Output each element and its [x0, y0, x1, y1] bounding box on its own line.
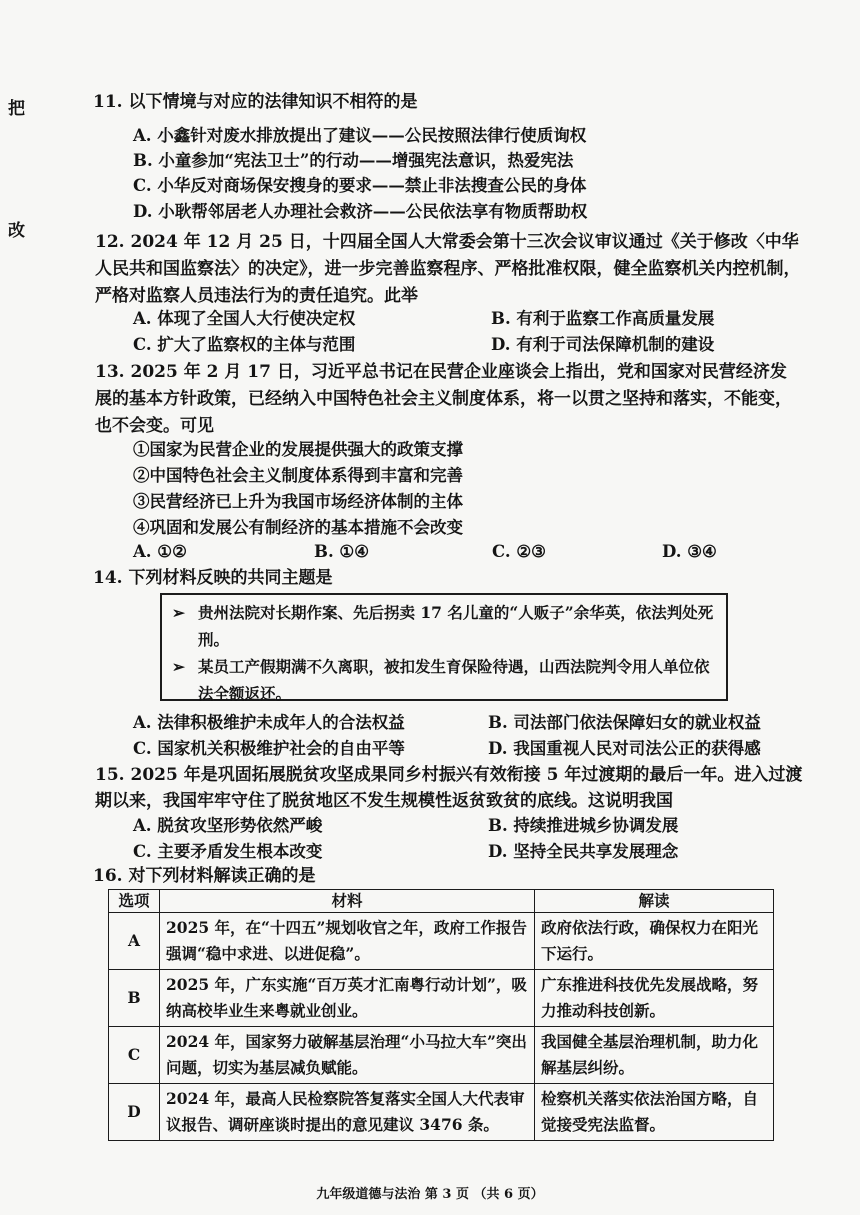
q13-statement-4: ④巩固和发展公有制经济的基本措施不会改变 — [133, 518, 463, 537]
table-cell-option: B — [109, 970, 160, 1027]
table-cell-material: 2025 年，广东实施“百万英才汇南粤行动计划”，吸纳高校毕业生来粤就业创业。 — [160, 970, 535, 1027]
q14-material-item-1 — [172, 599, 718, 653]
table-row — [109, 970, 774, 1027]
q12-option-b: B. 有利于监察工作高质量发展 — [491, 309, 715, 328]
margin-char-gai: 改 — [8, 221, 25, 241]
table-cell-material: 2024 年，国家努力破解基层治理“小马拉大车”突出问题，切实为基层减负赋能。 — [160, 1027, 535, 1084]
question-14-stem: 14. 下列材料反映的共同主题是 — [93, 568, 333, 588]
table-cell-material: 2025 年，在“十四五”规划收官之年，政府工作报告强调“稳中求进、以进促稳”。 — [160, 913, 535, 970]
q11-option-d: D. 小耿帮邻居老人办理社会救济——公民依法享有物质帮助权 — [133, 202, 588, 221]
q14-option-c: C. 国家机关积极维护社会的自由平等 — [133, 739, 405, 758]
table-row — [109, 913, 774, 970]
question-12-stem: 12. 2024 年 12 月 25 日，十四届全国人大常委会第十三次会议审议通过《关于修改〈中华人民共和国监察法〉的决定》，进一步完善监察程序、严格批准权限，健全监察机关内控机制，严格对监察人员违法行为的责任追究。此举 — [95, 232, 801, 306]
table-header-reading: 解读 — [535, 890, 774, 913]
arrow-bullet-icon: ➢ — [172, 603, 185, 622]
q14-option-a: A. 法律积极维护未成年人的合法权益 — [133, 713, 405, 732]
q14-material-item-2 — [172, 653, 718, 707]
q13-option-b: B. ①④ — [314, 542, 370, 561]
question-16-stem: 16. 对下列材料解读正确的是 — [93, 866, 316, 886]
q16-table — [108, 889, 774, 1141]
table-header-material: 材料 — [160, 890, 535, 913]
q13-statement-2: ②中国特色社会主义制度体系得到丰富和完善 — [133, 466, 463, 485]
q15-option-c: C. 主要矛盾发生根本改变 — [133, 842, 323, 861]
table-header-row — [109, 890, 774, 913]
q14-material-text-2: 某员工产假期满不久离职，被扣发生育保险待遇，山西法院判令用人单位依法全额返还。 — [198, 657, 710, 703]
q13-statement-3: ③民营经济已上升为我国市场经济体制的主体 — [133, 492, 463, 511]
q15-option-b: B. 持续推进城乡协调发展 — [488, 816, 679, 835]
table-cell-material: 2024 年，最高人民检察院答复落实全国人大代表审议报告、调研座谈时提出的意见建议 3476 条。 — [160, 1084, 535, 1141]
q13-option-d: D. ③④ — [662, 542, 717, 561]
question-13-stem: 13. 2025 年 2 月 17 日，习近平总书记在民营企业座谈会上指出，党和国家对民营经济发展的基本方针政策，已经纳入中国特色社会主义制度体系，将一以贯之坚持和落实，不能变，也不会变。可见 — [95, 362, 792, 436]
table-cell-reading: 我国健全基层治理机制，助力化解基层纠纷。 — [535, 1027, 774, 1084]
q14-material-box — [160, 593, 728, 701]
q11-option-c: C. 小华反对商场保安搜身的要求——禁止非法搜查公民的身体 — [133, 176, 587, 195]
q13-statement-1: ①国家为民营企业的发展提供强大的政策支撑 — [133, 440, 463, 459]
arrow-bullet-icon: ➢ — [172, 657, 185, 676]
q13-option-a: A. ①② — [133, 542, 187, 561]
q14-material-text-1: 贵州法院对长期作案、先后拐卖 17 名儿童的“人贩子”余华英，依法判处死刑。 — [198, 603, 714, 649]
q13-option-c: C. ②③ — [492, 542, 546, 561]
table-cell-option: A — [109, 913, 160, 970]
question-15-stem: 15. 2025 年是巩固拓展脱贫攻坚成果同乡村振兴有效衔接 5 年过渡期的最后一年。进入过渡期以来，我国牢牢守住了脱贫地区不发生规模性返贫致贫的底线。这说明我国 — [95, 765, 803, 811]
table-cell-reading: 政府依法行政，确保权力在阳光下运行。 — [535, 913, 774, 970]
margin-char-ba: 把 — [8, 99, 25, 119]
q11-option-a: A. 小鑫针对废水排放提出了建议——公民按照法律行使质询权 — [133, 126, 587, 145]
q11-option-b: B. 小童参加“宪法卫士”的行动——增强宪法意识，热爱宪法 — [133, 151, 574, 170]
table-cell-reading: 广东推进科技优先发展战略，努力推动科技创新。 — [535, 970, 774, 1027]
table-cell-reading: 检察机关落实依法治国方略，自觉接受宪法监督。 — [535, 1084, 774, 1141]
table-cell-option: C — [109, 1027, 160, 1084]
table-row — [109, 1027, 774, 1084]
question-11-stem: 11. 以下情境与对应的法律知识不相符的是 — [93, 92, 418, 112]
q15-option-a: A. 脱贫攻坚形势依然严峻 — [133, 816, 323, 835]
table-header-option: 选项 — [109, 890, 160, 913]
q14-option-d: D. 我国重视人民对司法公正的获得感 — [488, 739, 761, 758]
q12-option-d: D. 有利于司法保障机制的建设 — [491, 335, 715, 354]
table-cell-option: D — [109, 1084, 160, 1141]
q12-option-c: C. 扩大了监察权的主体与范围 — [133, 335, 356, 354]
table-row — [109, 1084, 774, 1141]
page-footer: 九年级道德与法治 第 3 页 （共 6 页） — [316, 1187, 544, 1202]
q12-option-a: A. 体现了全国人大行使决定权 — [133, 309, 356, 328]
q15-option-d: D. 坚持全民共享发展理念 — [488, 842, 679, 861]
q14-option-b: B. 司法部门依法保障妇女的就业权益 — [488, 713, 761, 732]
